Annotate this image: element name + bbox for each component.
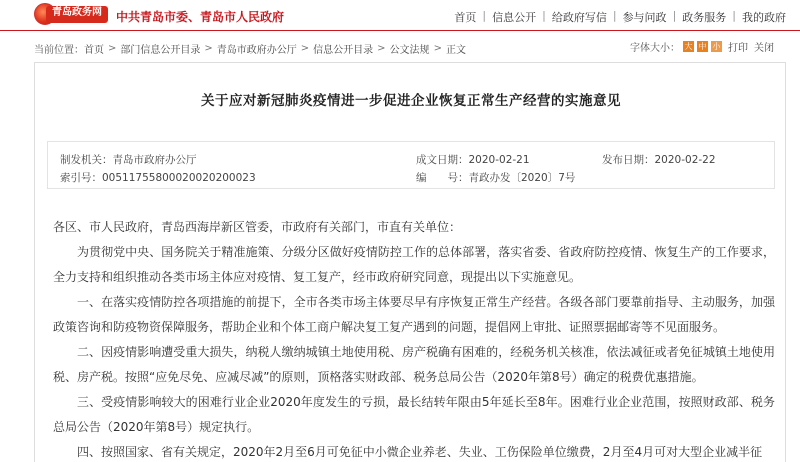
nav-info-disclosure[interactable]: 信息公开 — [492, 11, 537, 24]
breadcrumb-regulations[interactable]: 公文法规 — [389, 45, 430, 56]
breadcrumb — [34, 41, 466, 56]
document-meta-table — [47, 141, 775, 189]
breadcrumb-separator: > — [204, 43, 213, 54]
nav-divider: | — [482, 9, 487, 22]
logo-text: 青岛政务网 — [46, 6, 108, 23]
body-paragraph: 一、在落实疫情防控各项措施的前提下，全市各类市场主体要尽早有序恢复正常生产经营。各级各部门要靠前指导、主动服务，加强政策咨询和防疫物资保障服务，帮助企业和个体工商户解决复工复产遇到的问题，提倡网上审批、证照票据邮寄等不见面服务。 — [53, 295, 775, 334]
nav-home[interactable]: 首页 — [454, 11, 477, 24]
breadcrumb-separator: > — [300, 43, 310, 54]
nav-divider: | — [542, 9, 546, 22]
body-paragraph: 三、受疫情影响较大的困难行业企业2020年度发生的亏损，最长结转年限由5年延长至8年。困难行业企业范围，按照财政部、税务总局公告（2020年第8号）规定执行。 — [53, 395, 775, 434]
document-title: 关于应对新冠肺炎疫情进一步促进企业恢复正常生产经营的实施意见 — [201, 93, 621, 109]
breadcrumb-separator: > — [108, 43, 117, 54]
nav-divider: | — [732, 9, 736, 22]
font-small-button[interactable]: 小 — [712, 42, 721, 51]
body-paragraph: 二、因疫情影响遭受重大损失，纳税人缴纳城镇土地使用税、房产税确有困难的，经税务机关核准，依法减征或者免征城镇土地使用税、房产税。按照“应免尽免、应减尽减”的原则，顶格落实财政部、税务总局公告（2020年第8号）确定的税费优惠措施。 — [53, 345, 775, 384]
header-divider — [0, 30, 800, 31]
document-body — [53, 215, 775, 462]
close-link[interactable]: 关闭 — [754, 43, 774, 54]
breadcrumb-dept-catalog[interactable]: 部门信息公开目录 — [120, 45, 201, 56]
breadcrumb-prefix: 当前位置： — [34, 45, 84, 56]
site-header — [0, 0, 800, 30]
breadcrumb-separator: > — [433, 43, 442, 54]
meta-index-number: 索引号：00511755800020020200023 — [60, 172, 256, 184]
salutation: 各区、市人民政府，青岛西海岸新区管委，市政府有关部门，市直有关单位： — [53, 220, 462, 234]
print-link[interactable]: 打印 — [728, 43, 748, 54]
meta-published-date: 发布日期：2020-02-22 — [602, 154, 716, 166]
font-medium-button[interactable]: 中 — [698, 42, 707, 51]
document-card — [34, 62, 786, 462]
breadcrumb-office[interactable]: 青岛市政府办公厅 — [216, 45, 297, 56]
nav-services[interactable]: 政务服务 — [682, 11, 727, 24]
nav-my-government[interactable]: 我的政府 — [742, 11, 786, 24]
top-nav — [454, 9, 786, 25]
meta-document-number: 编 号：青政办发〔2020〕7号 — [416, 172, 576, 184]
body-paragraph: 四、按照国家、省有关规定，2020年2月至6月可免征中小微企业养老、失业、工伤保险单位缴费，2月至4月可对大型企业减半征 — [77, 445, 763, 459]
nav-divider: | — [612, 9, 617, 22]
breadcrumb-info-catalog[interactable]: 信息公开目录 — [313, 45, 374, 56]
breadcrumb-current: 正文 — [445, 45, 466, 56]
font-large-button[interactable]: 大 — [684, 42, 693, 51]
breadcrumb-separator: > — [377, 43, 386, 54]
meta-created-date: 成文日期：2020-02-21 — [416, 154, 530, 166]
nav-write-letter[interactable]: 给政府写信 — [551, 11, 607, 24]
nav-participate[interactable]: 参与问政 — [622, 11, 667, 24]
nav-divider: | — [672, 9, 677, 22]
site-logo[interactable] — [34, 3, 110, 27]
font-size-controls — [630, 39, 774, 54]
site-title[interactable]: 中共青岛市委、青岛市人民政府 — [116, 10, 285, 24]
breadcrumb-home[interactable]: 首页 — [84, 45, 104, 56]
body-paragraph: 为贯彻党中央、国务院关于精准施策、分级分区做好疫情防控工作的总体部署，落实省委、省政府防控疫情、恢复生产的工作要求，全力支持和组织推动各类市场主体应对疫情、复工复产，经市政府研究同意，现提出以下实施意见。 — [53, 245, 775, 284]
meta-issuer: 制发机关：青岛市政府办公厅 — [60, 154, 197, 166]
font-size-label: 字体大小： — [630, 43, 680, 54]
breadcrumb-bar — [0, 37, 800, 57]
